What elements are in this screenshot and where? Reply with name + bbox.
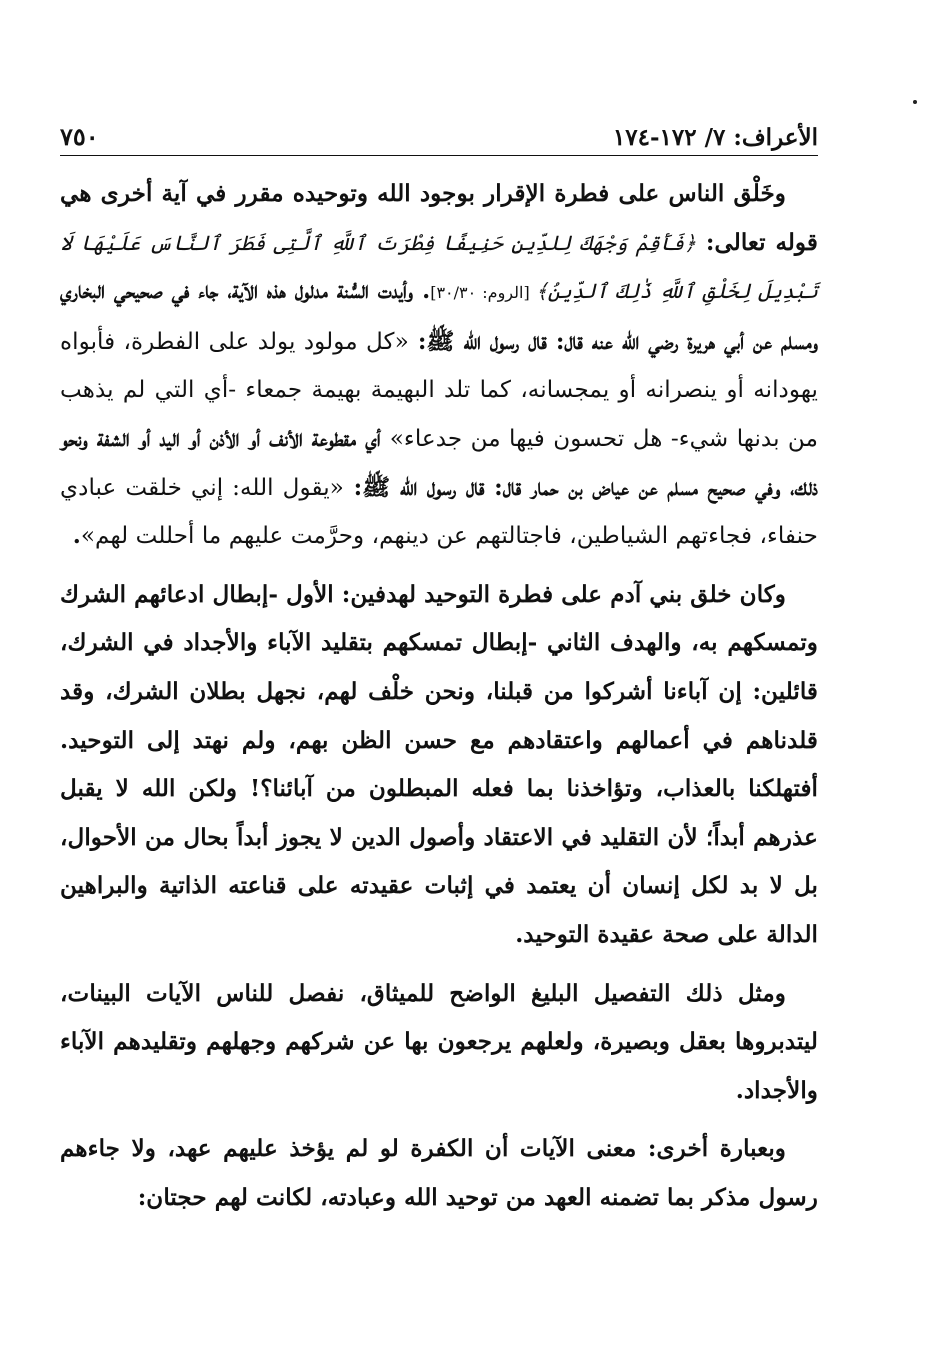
page-header: [60, 115, 818, 156]
text-run: وخَلْق الناس على فطرة الإقرار بوجود الله وتوحيده مقرر في آية أخرى هي قوله تعالى:: [60, 180, 818, 256]
verse-reference: [الروم: ٣٠/٣٠]: [430, 283, 536, 303]
quran-verse: ﴿فَأَقِمْ وَجْهَكَ لِلدِّينِ حَنِيفًا فِطْرَتَ ٱللَّهِ ٱلَّتِى فَطَرَ ٱلنَّاسَ عَلَيْهَا لَا تَبْدِيلَ لِخَلْقِ ٱللَّهِ ذَٰلِكَ ٱلدِّينُ﴾: [60, 230, 819, 304]
page-body: [60, 170, 818, 1232]
page-speck: [913, 100, 917, 104]
page-number: ٧٥٠: [60, 122, 99, 151]
hadith-quote: «يقول الله: إني خلقت عبادي حنفاء، فجاءتهم الشياطين، فاجتالتهم عن دينهم، وحرَّمت عليهم ما أحللت لهم»: [60, 473, 818, 550]
hadith-quote: «كل مولود يولد على الفطرة، فأبواه يهودانه أو ينصرانه أو يمجسانه، كما تلد البهيمة بهيمة جمعاء -أي التي لم يذهب من بدنها شيء- هل تحسون فيها من جدعاء»: [60, 327, 818, 452]
book-page: [60, 0, 818, 1369]
paragraph-1: [60, 170, 818, 561]
text-run: وبعبارة أخرى: معنى الآيات أن الكفرة لو لم يؤخذ عليهم عهد، ولا جاءهم رسول مذكر بما تضمنه العهد من توحيد الله وعبادته، لكانت لهم حجتان:: [60, 1135, 818, 1211]
paragraph-4: [60, 1125, 818, 1222]
text-run: أي مقطوعة الأنف أو الأذن أو اليد أو الشفة ونحو ذلك، وفي صحيح مسلم عن عياض بن حمار قال: قال رسول الله ﷺ:: [60, 424, 818, 501]
running-head: الأعراف: ٧/ ١٧٢-١٧٤: [612, 124, 818, 151]
paragraph-2: [60, 571, 818, 960]
text-run: . وأيدت السُّنة مدلول هذه الآية، جاء في صحيحي البخاري ومسلم عن أبي هريرة رضي الله عنه قال: قال رسول الله ﷺ:: [60, 277, 818, 355]
paragraph-3: [60, 970, 818, 1116]
text-run: .: [72, 522, 81, 550]
text-run: وكان خلق بني آدم على فطرة التوحيد لهدفين: الأول -إبطال ادعائهم الشرك وتمسكهم به، والهدف الثاني -إبطال تمسكهم بتقليد الآباء والأجداد في الشرك، قائلين: إن آباءنا أشركوا من قبلنا، ونحن خلْف لهم، نجهل بطلان الشرك، وقد قلدناهم في أعمالهم واعتقادهم مع حسن الظن بهم، ولم نهتد إلى التوحيد. أفتهلكنا بالعذاب، وتؤاخذنا بما فعله المبطلون من آبائنا؟! ولكن الله لا يقبل عذرهم أبداً؛ لأن التقليد في الاعتقاد وأصول الدين لا يجوز أبداً بحال من الأحوال، بل لا بد لكل إنسان أن يعتمد في إثبات عقيدته على قناعته الذاتية والبراهين الدالة على صحة عقيدة التوحيد.: [60, 580, 818, 948]
text-run: ومثل ذلك التفصيل البليغ الواضح للميثاق، نفصل للناس الآيات البينات، ليتدبروها بعقل وبصيرة، ولعلهم يرجعون بها عن شركهم وجهلهم وتقليدهم الآباء والأجداد.: [60, 979, 818, 1104]
